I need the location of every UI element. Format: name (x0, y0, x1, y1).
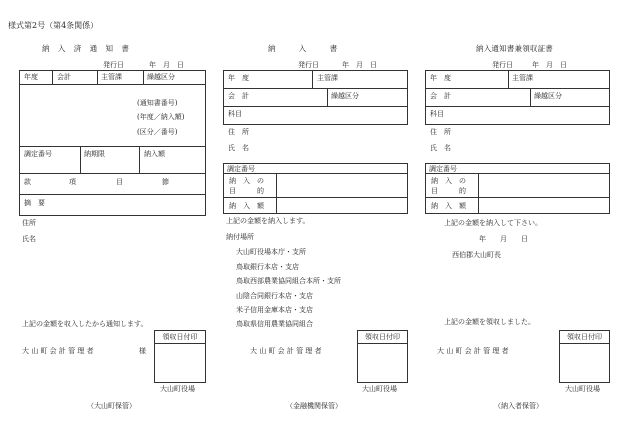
col2-adjust-no: 調定番号 (227, 165, 255, 173)
col1-issue-date: 年 月 日 (149, 61, 184, 69)
col1-honorific: 様 (139, 347, 146, 355)
col1-adjust-no: 調定番号 (24, 150, 52, 158)
col2-keep: （金融機関保管） (286, 402, 342, 410)
col1-account: 会計 (57, 73, 71, 81)
col1-fiscal-year: 年度 (24, 73, 38, 81)
col2-issue-label: 発行日 (298, 61, 319, 69)
col2-top-table (223, 70, 408, 125)
col2-place-6: 鳥取県信用農業協同組合 (236, 320, 313, 328)
col1-office: 大山町役場 (160, 385, 195, 393)
col1-title: 納 入 済 通 知 書 (42, 44, 132, 53)
form-header: 様式第2号（第4条関係） (8, 21, 99, 30)
col3-amount-label: 納 入 額 (431, 202, 466, 210)
col1-setsu: 節 (162, 178, 169, 186)
col2-place-3: 鳥取西部農業協同組合本所・支所 (236, 277, 341, 285)
col3-fiscal-year: 年 度 (430, 74, 451, 82)
col2-office: 大山町役場 (362, 385, 397, 393)
col3-carryover: 繰越区分 (534, 92, 562, 100)
col3-issue-label: 発行日 (492, 61, 513, 69)
col1-amount: 納入額 (144, 150, 165, 158)
col3-title: 納入通知書兼領収証書 (476, 44, 553, 53)
col3-issue-date: 年 月 日 (532, 61, 567, 69)
col3-footer-text: 上記の金額を領収しました。 (444, 318, 535, 326)
col3-subject: 科目 (430, 110, 444, 118)
col1-manager: 大 山 町 会 計 管 理 者 (22, 347, 94, 355)
col1-footer-text: 上記の金額を収入したから通知します。 (22, 320, 148, 328)
col2-place-5: 米子信用金庫本店・支店 (236, 306, 313, 314)
col1-keep: （大山町保管） (87, 402, 136, 410)
col3-office: 大山町役場 (565, 385, 600, 393)
col1-year-amount: (年度／納入額) (137, 113, 185, 121)
col2-dept: 主管課 (317, 74, 338, 82)
col3-purpose-label: 納 入 の 目 的 (431, 177, 466, 195)
col1-stamp-label: 領収日付印 (155, 331, 205, 344)
col2-account: 会 計 (228, 92, 249, 100)
col3-name: 氏 名 (430, 144, 451, 152)
col1-carryover: 繰越区分 (147, 73, 175, 81)
col1-kou: 項 (69, 178, 76, 186)
col1-issue-label: 発行日 (103, 61, 124, 69)
col1-kan: 款 (24, 178, 31, 186)
col2-fiscal-year: 年 度 (228, 74, 249, 82)
col2-place-1: 大山町役場本庁・支所 (236, 248, 306, 256)
col1-moku: 目 (116, 178, 123, 186)
col2-place-label: 納付場所 (226, 233, 254, 241)
col3-keep: （納入者保管） (494, 402, 543, 410)
col1-name: 氏名 (22, 235, 36, 243)
col2-amount-label: 納 入 額 (229, 202, 264, 210)
col2-purpose-label: 納 入 の 目 的 (229, 177, 264, 195)
col1-due-date: 納期限 (84, 150, 105, 158)
col1-class-no: (区分／番号) (137, 128, 178, 136)
col1-stamp-box (154, 330, 206, 383)
col2-address: 住 所 (228, 128, 249, 136)
col2-name: 氏 名 (228, 144, 249, 152)
col3-dept: 主管課 (512, 74, 533, 82)
col2-place-4: 山陰合同銀行本店・支店 (236, 292, 313, 300)
col2-stamp-box (357, 330, 408, 383)
col2-subject: 科目 (228, 110, 242, 118)
col1-dept: 主管課 (101, 73, 122, 81)
col3-mayor: 西伯郡大山町長 (452, 251, 501, 259)
col3-account: 会 計 (430, 92, 451, 100)
col3-address: 住 所 (430, 128, 451, 136)
col1-notice-no: (通知書番号) (137, 99, 178, 107)
col2-carryover: 繰越区分 (331, 92, 359, 100)
col1-address: 住所 (22, 219, 36, 227)
col2-issue-date: 年 月 日 (342, 61, 377, 69)
col2-note: 上記の金額を納入します。 (226, 217, 310, 225)
col3-stamp-label: 領収日付印 (560, 331, 609, 344)
col3-stamp-box (559, 330, 610, 383)
col2-stamp-label: 領収日付印 (358, 331, 407, 344)
col3-date-line: 年 月 日 (479, 235, 528, 243)
col3-adjust-no: 調定番号 (429, 165, 457, 173)
col3-manager: 大 山 町 会 計 管 理 者 (437, 347, 509, 355)
col2-place-2: 鳥取銀行本店・支店 (236, 263, 299, 271)
col2-manager: 大 山 町 会 計 管 理 者 (250, 347, 322, 355)
col2-title: 納 入 書 (268, 44, 338, 53)
col3-note: 上記の金額を納入して下さい。 (444, 219, 542, 227)
col1-summary: 摘 要 (24, 199, 45, 207)
